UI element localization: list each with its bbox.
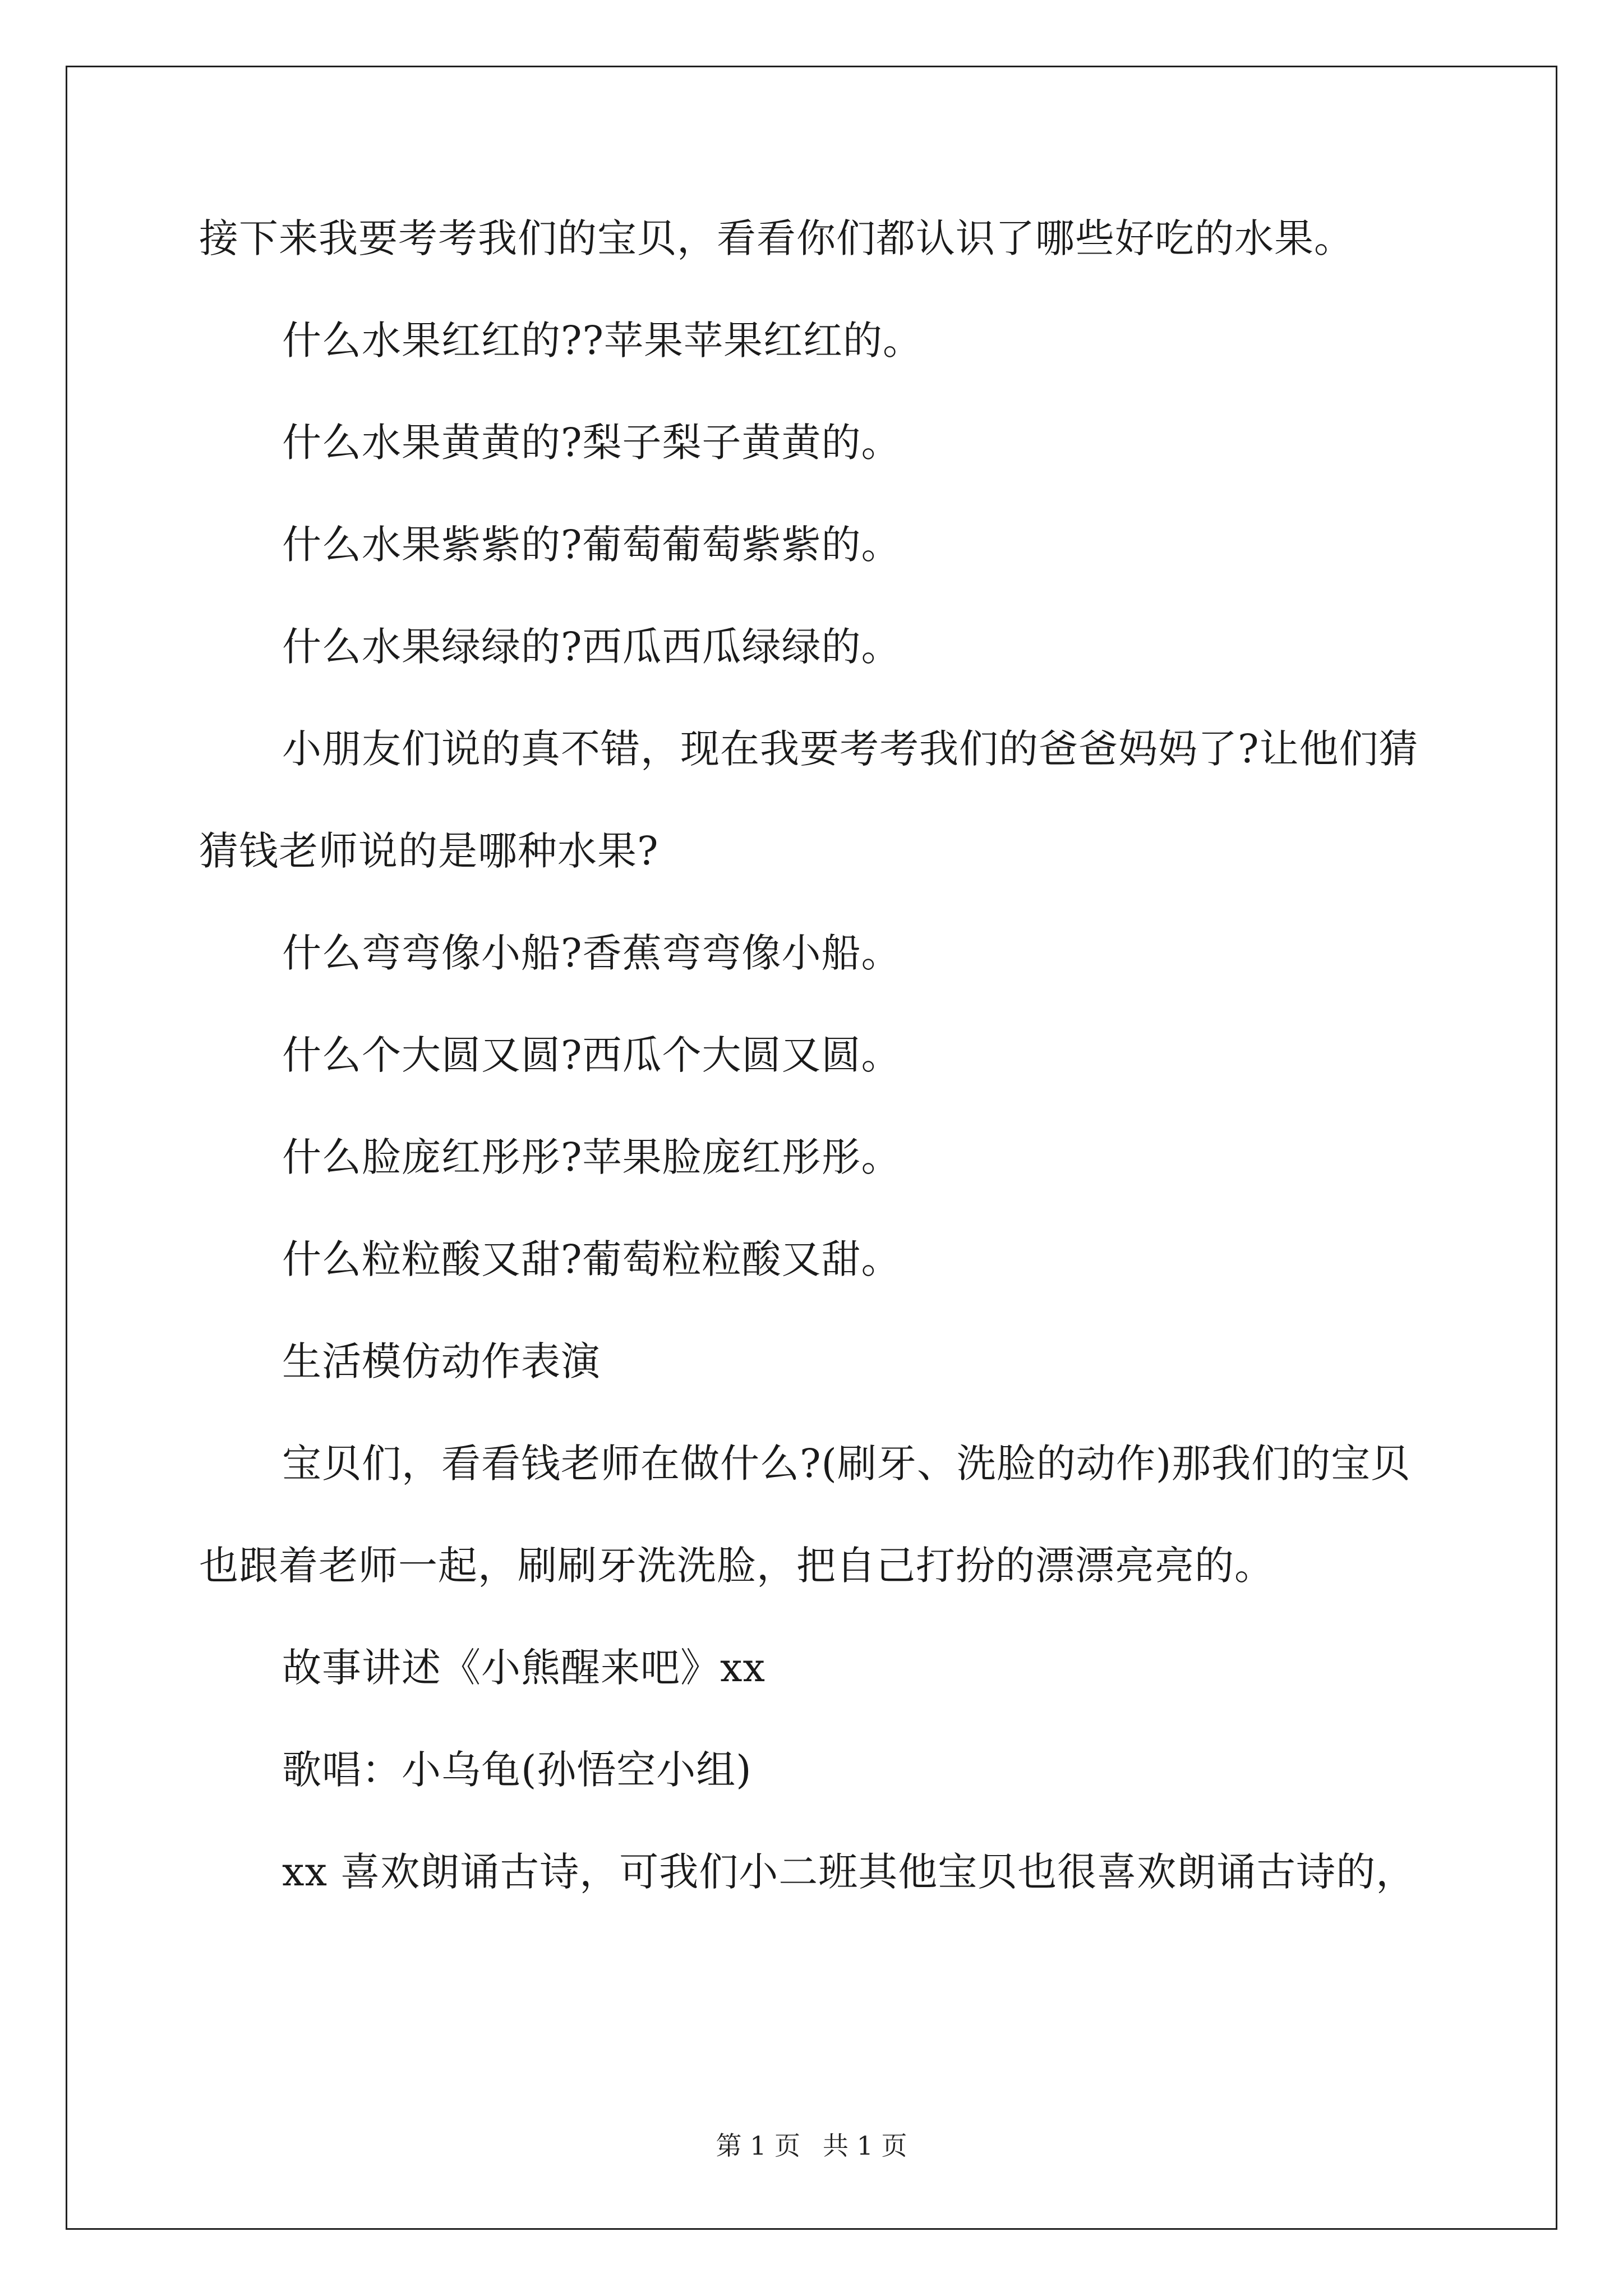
- paragraph: 什么粒粒酸又甜?葡萄粒粒酸又甜。: [282, 1236, 901, 1282]
- section-heading: 歌唱：小乌龟(孙悟空小组): [282, 1747, 752, 1793]
- paragraph: 接下来我要考考我们的宝贝，看看你们都认识了哪些好吃的水果。: [199, 215, 1354, 261]
- paragraph: 什么水果红红的??苹果苹果红红的。: [282, 318, 923, 364]
- page-number-total: 共 1 页: [823, 2131, 907, 2161]
- paragraph: 什么水果黄黄的?梨子梨子黄黄的。: [282, 420, 901, 466]
- paragraph: 什么脸庞红彤彤?苹果脸庞红彤彤。: [282, 1134, 901, 1180]
- paragraph: 什么弯弯像小船?香蕉弯弯像小船。: [282, 930, 901, 976]
- paragraph: 宝贝们，看看钱老师在做什么?(刷牙、洗脸的动作)那我们的宝贝: [282, 1441, 1411, 1487]
- page-footer: [0, 2129, 1623, 2162]
- paragraph: 什么水果绿绿的?西瓜西瓜绿绿的。: [282, 624, 901, 670]
- section-heading: 生活模仿动作表演: [282, 1338, 601, 1384]
- paragraph-continuation: 也跟着老师一起，刷刷牙洗洗脸，把自己打扮的漂漂亮亮的。: [199, 1543, 1274, 1589]
- paragraph-continuation: 猜钱老师说的是哪种水果?: [199, 828, 659, 874]
- paragraph: 什么个大圆又圆?西瓜个大圆又圆。: [282, 1032, 901, 1078]
- paragraph: 小朋友们说的真不错，现在我要考考我们的爸爸妈妈了?让他们猜: [282, 726, 1419, 772]
- page-number-current: 第 1 页: [716, 2131, 800, 2161]
- paragraph: 什么水果紫紫的?葡萄葡萄紫紫的。: [282, 522, 901, 568]
- paragraph: xx 喜欢朗诵古诗，可我们小二班其他宝贝也很喜欢朗诵古诗的，: [282, 1849, 1416, 1895]
- section-heading: 故事讲述《小熊醒来吧》xx: [282, 1645, 766, 1691]
